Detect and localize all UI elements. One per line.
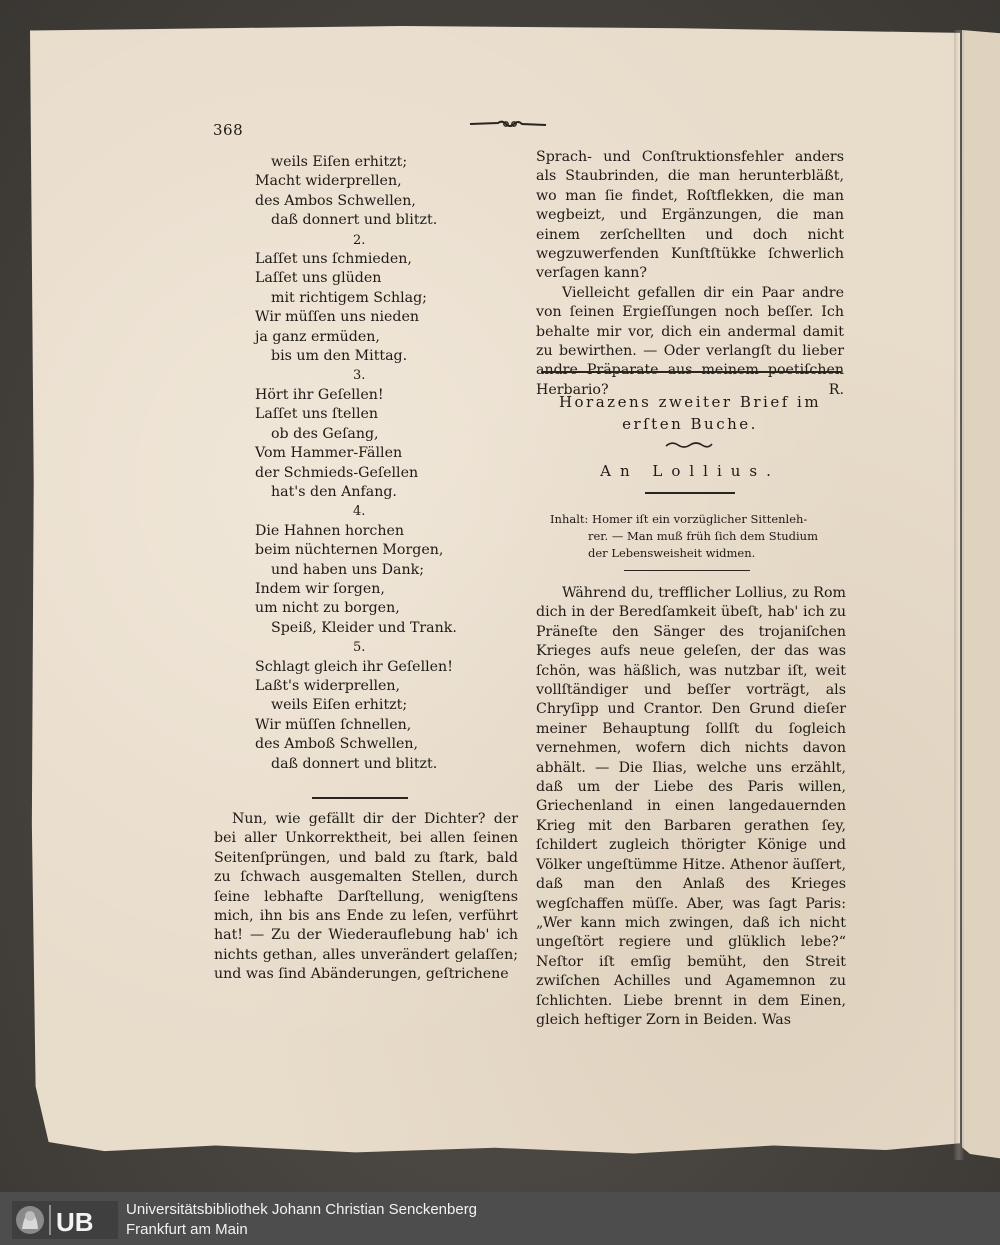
poem-line: Wir müſſen ſchnellen, <box>255 716 412 733</box>
poem-line: Laſſet uns ſchmieden, <box>255 251 412 268</box>
page-fold <box>954 30 964 1160</box>
summary-block <box>550 511 846 562</box>
poem-line: Wir müſſen uns nieden <box>255 309 420 326</box>
poem-line: weils Eiſen erhitzt; <box>271 697 408 714</box>
stanza-number: 5. <box>353 640 366 656</box>
poem-line: und haben uns Dank; <box>271 561 425 578</box>
summary-line-2: rer. — Man muß früh ſich dem Studium <box>588 529 818 543</box>
poem-line: um nicht zu borgen, <box>255 600 400 617</box>
right-top-paragraph-1: Sprach- und Conſtruktionsfehler anders als Staubrinden, die man herunterbläßt, wo man ſie findet, Roſtflekken, die man wegbeizt, und Ergänzungen, die man einem zerſchellten und doch nicht wegzuwerfenden Kunſtſtükke ſchwerlich verſagen kann? <box>536 149 844 282</box>
poem-line: ja ganz ermüden, <box>255 328 380 345</box>
letter-title-line-1: Horazens zweiter Brief im <box>558 393 822 411</box>
facing-page-edge <box>962 30 1000 1170</box>
right-top-column <box>536 148 844 400</box>
poem-line: Indem wir ſorgen, <box>255 580 385 597</box>
summary-rule <box>624 570 750 571</box>
poem-line: Hört ihr Geſellen! <box>255 386 384 403</box>
right-top-paragraph-2 <box>536 284 844 400</box>
header-ornament <box>468 116 548 132</box>
page-number: 368 <box>213 121 244 139</box>
letter-title-line-2: erſten Buche. <box>622 415 758 433</box>
addressee-heading: An Lollius. <box>600 462 780 480</box>
right-body-column <box>536 584 846 1030</box>
tilde-ornament <box>664 440 714 450</box>
poem-line: bis um den Mittag. <box>271 348 408 365</box>
poem-line: Laſſet uns ſtellen <box>255 406 379 423</box>
stanza-number: 4. <box>353 504 366 520</box>
poem-column <box>255 153 485 774</box>
poem-line: Die Hahnen horchen <box>255 522 405 539</box>
poem-line: ob des Geſang, <box>271 425 379 442</box>
poem-line: Vom Hammer-Fällen <box>255 445 403 462</box>
letter-title <box>540 391 840 435</box>
signature: R. <box>828 381 844 398</box>
right-separator-rule <box>541 371 841 373</box>
poem-line: des Ambos Schwellen, <box>255 192 416 209</box>
left-separator-rule <box>312 797 408 799</box>
poem-line: Laſſet uns glüden <box>255 270 382 287</box>
poem-line: des Amboß Schwellen, <box>255 736 419 753</box>
addressee-rule <box>645 492 735 494</box>
poem-line: weils Eiſen erhitzt; <box>271 154 408 170</box>
library-logo[interactable] <box>12 1201 118 1239</box>
poem-line: hat's den Anfang. <box>271 483 397 500</box>
right-top-paragraph-2-text: Vielleicht gefallen dir ein Paar andre von ſeinen Ergieſſungen noch beſſer. Ich behalte mir vor, dich ein andermal damit zu bewirthen. — Oder verlangſt du lieber andre Präparate aus meinem poetiſchen Herbario? <box>536 284 844 398</box>
stanza-number: 3. <box>353 368 366 384</box>
poem-line: mit richtigem Schlag; <box>271 289 427 306</box>
left-prose-paragraph: Nun, wie gefällt dir der Dichter? der bei aller Unkorrektheit, bei allen ſeinen Seitenſprüngen, und bald zu ſtark, bald zu ſchwach ausgemalten Stellen, durch ſeine lebhafte Darſtellung, wenigſtens mich, ihn bis ans Ende zu leſen, verführt hat! — Zu der Wiederauflebung hab' ich nichts gethan, alles unverändert gelaſſen; und was ſind Abänderungen, geſtrichene <box>214 811 518 983</box>
library-name <box>126 1200 477 1240</box>
right-body-paragraph: Während du, trefflicher Lollius, zu Rom dich in der Beredſamkeit übeſt, hab' ich zu Präneſte den Sänger des trojaniſchen Krieges aufs neue geleſen, der das was ſchön, was häßlich, was nutzbar iſt, weit vollſtändiger und beſſer vorträgt, als Chryſipp und Crantor. Den Grund dieſer meiner Behauptung ſollſt du ſogleich vernehmen, wofern dich nichts davon abhält. — Die Ilias, welche uns erzählt, daß um der Liebe des Paris willen, Griechenland in einen langedauernden Krieg mit den Barbaren gerathen ſey, ſchildert zugleich thörigter Könige und Völker ungeſtümme Hitze. Athenor äuſſert, daß man den Anlaß des Krieges wegſchaffen müſſe. Aber, was ſagt Paris: „Wer kann mich zwingen, daß ich nicht ungeſtört regiere und glüklich lebe?“ Neſtor iſt emſig bemüht, den Streit zwiſchen Achilles und Agamemnon zu ſchlichten. Liebe brennt in dem Einen, gleich heftiger Zorn in Beiden. Was <box>536 585 846 1028</box>
poem-line: Macht widerprellen, <box>255 173 402 190</box>
poem-line: der Schmieds-Geſellen <box>255 464 419 481</box>
poem-line: Laßt's widerprellen, <box>255 677 401 694</box>
left-prose-column <box>214 810 518 985</box>
stanza-number: 2. <box>353 232 366 248</box>
library-name-line-2: Frankfurt am Main <box>126 1221 248 1238</box>
library-name-line-1: Universitätsbibliothek Johann Christian Senckenberg <box>126 1201 478 1218</box>
poem-line: beim nüchternen Morgen, <box>255 542 444 559</box>
summary-line-3: der Lebensweisheit widmen. <box>588 546 756 560</box>
library-logo-text: UB <box>56 1207 94 1237</box>
poem-line: Speiß, Kleider und Trank. <box>271 619 457 636</box>
poem-line: daß donnert und blitzt. <box>271 212 438 229</box>
poem-line: Schlagt gleich ihr Geſellen! <box>255 658 453 675</box>
summary-line-1: Inhalt: Homer iſt ein vorzüglicher Sittenleh- <box>550 512 808 526</box>
poem-line: daß donnert und blitzt. <box>271 755 438 772</box>
